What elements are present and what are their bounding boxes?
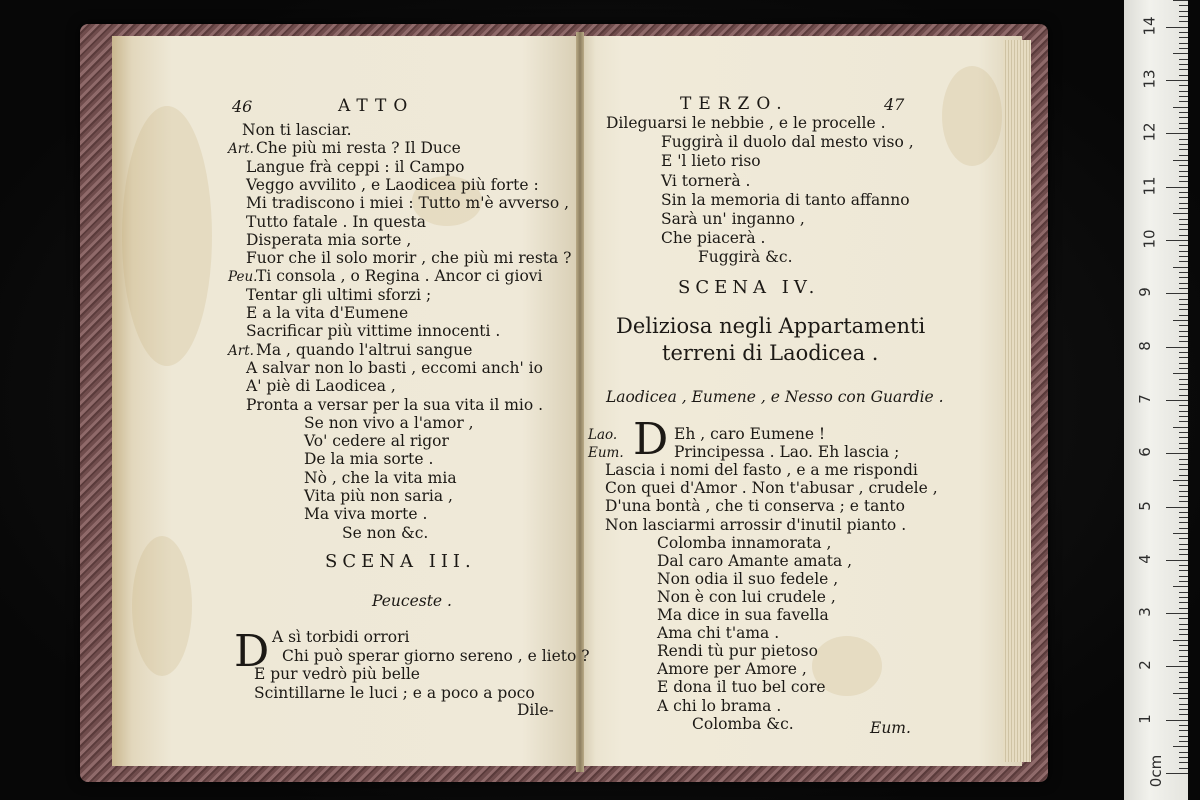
ruler-tick [1166,453,1188,454]
ruler-tick [1179,581,1188,582]
ruler-tick [1179,21,1188,22]
ruler-tick [1179,528,1188,529]
ruler-tick [1179,155,1188,156]
ruler-tick [1166,187,1188,188]
ruler-tick [1179,554,1188,555]
ruler-tick [1179,522,1188,523]
ruler-tick [1179,517,1188,518]
scene-characters-right: Laodicea , Eumene , e Nesso con Guardie . [606,388,944,406]
verse-line: E pur vedrò più belle [254,665,420,683]
verse-line: Tentar gli ultimi sforzi ; [246,285,432,304]
ruler-tick [1179,357,1188,358]
ruler-tick [1179,618,1188,619]
paper-stain [132,536,192,676]
verse-line: E 'l lieto riso [661,152,761,171]
ruler-tick [1173,160,1188,161]
verse-line: Scintillarne le luci ; e a poco a poco [254,683,535,702]
ruler-tick [1179,75,1188,76]
ruler-tick [1179,123,1188,124]
ruler-number: 9 [1135,287,1154,298]
ruler-tick [1179,325,1188,326]
ruler-tick [1179,37,1188,38]
ruler-tick [1179,549,1188,550]
ruler-tick [1179,592,1188,593]
ruler-tick [1179,608,1188,609]
ruler-tick [1179,235,1188,236]
ruler-tick [1166,27,1188,28]
ruler-tick [1179,395,1188,396]
dialogue-line: Dal caro Amante amata , [657,551,853,570]
ruler-tick [1166,293,1188,294]
ruler-tick [1179,496,1188,497]
ruler-number: 11 [1140,176,1159,196]
ruler-tick [1179,725,1188,726]
verse-line: Mi tradiscono i miei : Tutto m'è avverso , [246,194,570,213]
ruler-tick [1179,570,1188,571]
verse-line: Fuggirà il duolo dal mesto viso , [661,133,914,152]
ruler-tick [1179,485,1188,486]
dialogue-line: Rendi tù pur pietoso [657,642,818,661]
ruler-tick [1179,69,1188,70]
ruler-tick [1179,741,1188,742]
ruler-tick [1179,677,1188,678]
ruler-tick [1179,171,1188,172]
ruler-tick [1179,698,1188,699]
scene-characters-left: Peuceste . [372,592,452,610]
verse-line: Ti consola , o Regina . Ancor ci giovi [256,267,543,286]
ruler-tick [1179,501,1188,502]
dialogue-line: Eh , caro Eumene ! [674,425,826,443]
ruler-tick [1179,538,1188,539]
verse-line: Ma , quando l'altrui sangue [256,340,473,359]
ruler-tick [1173,267,1188,268]
dialogue-line: D'una bontà , che ti conserva ; e tanto [605,497,905,516]
ruler-tick [1179,224,1188,225]
ruler-tick [1179,672,1188,673]
verse-line: Nò , che la vita mia [304,468,457,487]
ruler-tick [1179,192,1188,193]
ruler-tick [1179,309,1188,310]
ruler-tick [1179,91,1188,92]
ruler-number: 13 [1140,69,1159,89]
ruler-tick [1179,368,1188,369]
paper-stain [122,106,212,366]
ruler-tick [1179,256,1188,257]
speaker-label: Peu. [228,269,258,286]
ruler-tick [1179,32,1188,33]
ruler-tick [1179,624,1188,625]
ruler-tick [1179,432,1188,433]
verse-line: Disperata mia sorte , [246,230,412,249]
verse-line: De la mia sorte . [304,450,434,469]
ruler-tick [1179,331,1188,332]
ruler-tick [1179,634,1188,635]
verse-line: Sarà un' inganno , [661,210,805,228]
ruler-tick [1179,709,1188,710]
ruler-tick [1179,576,1188,577]
speaker-label: Lao. [588,427,618,443]
verse-line: Vi tornerà . [661,171,751,190]
ruler-tick [1179,272,1188,273]
running-header-left: ATTO [338,96,415,116]
ruler-unit: 0cm [1147,754,1166,788]
ruler-tick [1179,299,1188,300]
ruler-tick [1179,352,1188,353]
dialogue-line: Ama chi t'ama . [657,624,780,643]
dialogue-line: Con quei d'Amor . Non t'abusar , crudele , [605,479,938,498]
ruler-tick [1179,176,1188,177]
ruler-tick [1166,507,1188,508]
verse-line: Sin la memoria di tanto affanno [661,190,910,209]
ruler-tick [1179,730,1188,731]
ruler-tick [1166,400,1188,401]
ruler-tick [1179,714,1188,715]
scene-setting-line1: Deliziosa negli Appartamenti [616,314,926,338]
catchword-left: Dile- [517,701,554,719]
ruler-tick [1179,602,1188,603]
ruler-number: 2 [1135,660,1154,671]
ruler-number: 3 [1135,607,1154,617]
ruler-tick [1179,411,1188,412]
dialogue-line: Non lasciarmi arrossir d'inutil pianto . [605,515,907,534]
dialogue-line: Colomba innamorata , [657,533,832,552]
verse-line: Veggo avvilito , e Laodicea più forte : [246,175,539,194]
ruler-tick [1166,666,1188,667]
ruler-number: 7 [1135,394,1154,404]
ruler-tick [1179,757,1188,758]
ruler-tick [1179,464,1188,465]
ruler-tick [1179,197,1188,198]
ruler-tick [1179,283,1188,284]
ruler-tick [1179,336,1188,337]
ruler-tick [1179,544,1188,545]
ruler-tick [1179,491,1188,492]
ruler-tick [1179,762,1188,763]
ruler-tick [1166,613,1188,614]
ruler-tick [1179,379,1188,380]
ruler-tick [1179,208,1188,209]
ruler-tick [1179,144,1188,145]
ruler-tick [1173,693,1188,694]
dialogue-line: Principessa . Lao. Eh lascia ; [674,443,900,462]
ruler-tick [1179,512,1188,513]
ruler-tick [1173,373,1188,374]
scene-heading-right: SCENA IV. [678,277,820,298]
ruler-number: 12 [1140,122,1159,142]
ruler-tick [1179,437,1188,438]
verse-line: Che più mi resta ? Il Duce [256,139,461,158]
verse-line: A salvar non lo basti , eccomi anch' io [246,358,543,377]
ruler-tick [1173,0,1188,1]
ruler-tick [1179,43,1188,44]
ruler-tick [1166,347,1188,348]
ruler-tick [1179,475,1188,476]
ruler-tick [1179,416,1188,417]
ruler-tick [1179,597,1188,598]
ruler-tick [1173,53,1188,54]
verse-line: Non ti lasciar. [242,121,352,139]
ruler-tick [1179,11,1188,12]
verse-line: Se non vivo a l'amor , [304,413,474,432]
scene-setting-line2: terreni di Laodicea . [662,341,879,365]
scene-heading-left: SCENA III. [325,551,476,572]
ruler-number: 4 [1135,554,1154,564]
ruler-tick [1179,149,1188,150]
ruler-tick [1179,315,1188,316]
verse-line: E a la vita d'Eumene [246,304,409,322]
ruler-tick [1173,533,1188,534]
ruler-tick [1179,341,1188,342]
verse-line: Vo' cedere al rigor [304,432,449,451]
ruler-tick [1179,650,1188,651]
ruler-tick [1179,251,1188,252]
ruler-tick [1179,363,1188,364]
dialogue-line: Non è con lui crudele , [657,587,836,606]
ruler-tick [1179,752,1188,753]
ruler-tick [1179,101,1188,102]
speaker-label: Art. [228,141,254,158]
ruler-tick [1179,389,1188,390]
verse-line: Vita più non saria , [304,487,453,505]
verse-line: Ma viva morte . [304,505,428,524]
ruler-tick [1166,80,1188,81]
ruler-tick [1166,560,1188,561]
ruler-tick [1179,443,1188,444]
page-number-right: 47 [884,95,905,114]
ruler-tick [1179,245,1188,246]
ruler-number: 8 [1135,340,1154,351]
ruler-tick [1173,320,1188,321]
verse-line: Pronta a versar per la sua vita il mio . [246,395,544,414]
page-number-left: 46 [232,97,253,116]
ruler-tick [1166,720,1188,721]
ruler-tick [1179,229,1188,230]
speaker-label: Eum. [588,445,624,462]
dialogue-line: Non odia il suo fedele , [657,569,839,588]
verse-line: Fuor che il solo morir , che più mi resta ? [246,249,572,268]
ruler-tick [1173,586,1188,587]
ruler-number: 6 [1135,447,1154,457]
ruler-tick [1179,85,1188,86]
running-header-right: TERZO. [680,94,789,114]
ruler-tick [1179,48,1188,49]
ruler-tick [1179,384,1188,385]
ruler-tick [1179,682,1188,683]
verse-line: Langue frà ceppi : il Campo [246,157,465,176]
dialogue-line: Ma dice in sua favella [657,606,829,624]
ruler-tick [1179,704,1188,705]
paper-stain [942,66,1002,166]
ruler-tick [1179,165,1188,166]
ruler-tick [1179,629,1188,630]
ruler-tick [1166,133,1188,134]
page-edges [1003,40,1031,762]
ruler-tick [1179,16,1188,17]
verse-line: Dileguarsi le nebbie , e le procelle . [606,114,886,132]
verse-line: A' piè di Laodicea , [246,377,396,396]
drop-cap-right: D [633,414,669,465]
ruler-tick [1179,448,1188,449]
ruler-tick [1179,181,1188,182]
ruler-tick [1179,112,1188,113]
ruler-tick [1173,213,1188,214]
verse-line: A sì torbidi orrori [272,628,410,646]
ruler-tick [1179,565,1188,566]
speaker-label: Art. [228,342,254,359]
ruler-tick [1179,219,1188,220]
ruler-tick [1179,304,1188,305]
ruler-tick [1179,261,1188,262]
ruler-tick [1179,117,1188,118]
ruler-tick [1179,59,1188,60]
ruler-tick [1179,421,1188,422]
ruler-tick [1173,640,1188,641]
ruler-tick [1179,277,1188,278]
ruler-number: 14 [1140,16,1159,36]
ruler-tick [1179,656,1188,657]
ruler-tick [1173,746,1188,747]
verse-line: Se non &c. [342,523,429,542]
ruler-tick [1179,96,1188,97]
ruler-tick [1179,128,1188,129]
ruler-tick [1166,773,1188,774]
ruler-tick [1179,469,1188,470]
ruler-tick [1179,405,1188,406]
dialogue-line: Lascia i nomi del fasto , e a me rispondi [605,461,918,480]
dialogue-line: E dona il tuo bel core [657,678,826,697]
ruler-tick [1173,427,1188,428]
ruler-tick [1179,64,1188,65]
verse-line: Fuggirà &c. [698,248,793,267]
ruler-tick [1179,688,1188,689]
verse-line: Sacrificar più vittime innocenti . [246,322,501,341]
verse-line: Tutto fatale . In questa [246,212,426,231]
ruler-tick [1166,240,1188,241]
ruler-tick [1179,203,1188,204]
ruler-tick [1179,768,1188,769]
measurement-ruler [1124,0,1188,800]
ruler-tick [1179,661,1188,662]
ruler-tick [1179,459,1188,460]
ruler-number: 5 [1135,500,1154,511]
dialogue-line: A chi lo brama . [657,696,782,715]
ruler-tick [1179,5,1188,6]
catchword-right: Eum. [870,719,911,737]
ruler-tick [1179,645,1188,646]
dialogue-line: Amore per Amore , [657,660,807,679]
drop-cap-left: D [234,626,270,677]
dialogue-line: Colomba &c. [692,714,794,733]
ruler-number: 10 [1140,229,1159,249]
ruler-tick [1173,480,1188,481]
ruler-tick [1179,288,1188,289]
ruler-tick [1173,107,1188,108]
verse-line: Che piacerà . [661,229,766,248]
ruler-number: 1 [1135,713,1154,724]
ruler-tick [1179,139,1188,140]
verse-line: Chi può sperar giorno sereno , e lieto ? [282,646,590,665]
ruler-tick [1179,736,1188,737]
